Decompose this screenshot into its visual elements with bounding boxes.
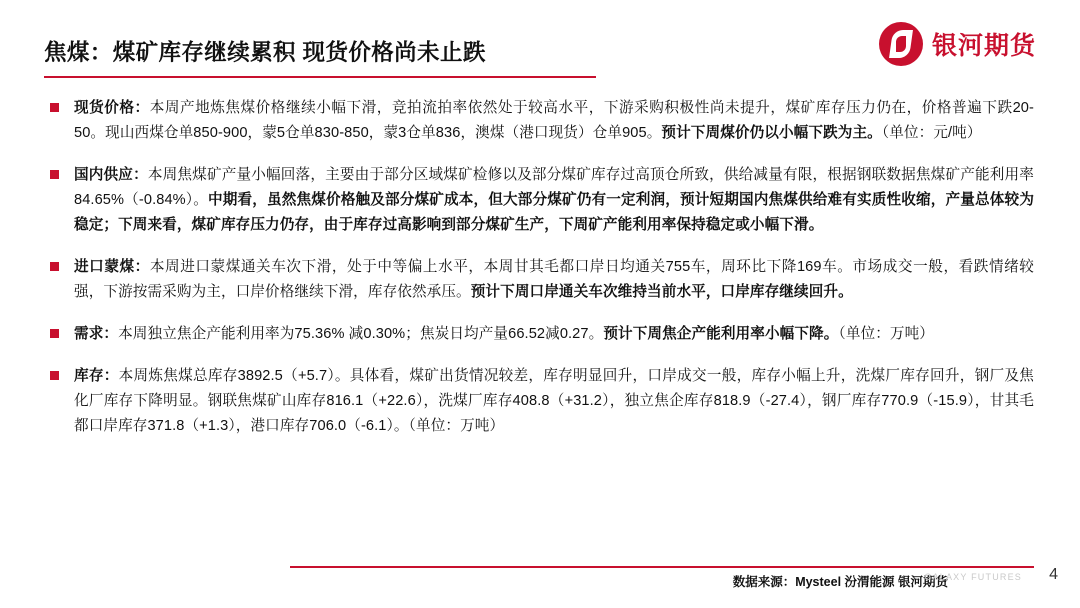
title-underline (44, 76, 596, 78)
title-bar (44, 38, 664, 78)
bullet-square-icon (50, 103, 59, 112)
bullet-block (44, 163, 1034, 238)
bullet-block (44, 364, 1034, 439)
footer-divider (290, 566, 1034, 568)
slide-header (0, 0, 1080, 88)
paragraph (74, 364, 1034, 439)
paragraph-run: （单位：万吨） (838, 326, 934, 342)
section-label: 需求： (74, 326, 119, 342)
paragraph (74, 255, 1034, 305)
bullet-block (44, 255, 1034, 305)
galaxy-futures-logo-icon (879, 22, 923, 66)
paragraph (74, 163, 1034, 238)
bullet-square-icon (50, 170, 59, 179)
slide-body (44, 96, 1034, 456)
bullet-square-icon (50, 262, 59, 271)
paragraph-run: 本周产地炼焦煤价格继续小幅下滑，竞拍流拍率依然处于较高水平，下游采购积极性尚未提升，煤矿库存压力仍在，价格普遍下跌20-50。现山西煤仓单850-900，蒙5仓单830-850，蒙3仓单836，澳煤（港口现货）仓单905。 (74, 100, 1034, 141)
paragraph-run: 本周独立焦企产能利用率为75.36% 减0.30%；焦炭日均产量66.52减0.27。 (118, 326, 604, 342)
section-label: 库存： (74, 368, 119, 384)
paragraph (74, 322, 1034, 347)
paragraph-run: 预计下周煤价仍以小幅下跌为主。 (661, 125, 882, 141)
brand-name: 银河期货 (931, 32, 1036, 60)
paragraph-run: 本周焦煤矿产量小幅回落，主要由于部分区域煤矿检修以及部分煤矿库存过高顶仓所致，供给减量有限，根据钢联数据焦煤矿产能利用率84.65%（-0.84%）。 (74, 167, 1034, 208)
paragraph-run: 本周炼焦煤总库存3892.5（+5.7）。具体看，煤矿出货情况较差，库存明显回升，口岸成交一般，库存小幅上升，洗煤厂库存回升，钢厂及焦化厂库存下降明显。钢联焦煤矿山库存816.1（+22.6），洗煤厂库存408.8（+31.2），独立焦企库存818.9（-27.4），钢厂库存770.9（-15.9），甘其毛都口岸库存371.8（+1.3），港口库存706.0（-6.1）。（单位：万吨） (74, 368, 1034, 434)
paragraph-run: 中期看，虽然焦煤价格触及部分煤矿成本，但大部分煤矿仍有一定利润，预计短期国内焦煤供给难有实质性收缩，产量总体较为稳定；下周来看，煤矿库存压力仍存，由于库存过高影响到部分煤矿生产，下周矿产能利用率保持稳定或小幅下滑。 (74, 192, 1035, 233)
page-number: 4 (1049, 566, 1058, 583)
page-title: 焦煤：煤矿库存继续累积 现货价格尚未止跌 (44, 40, 486, 65)
paragraph-run: 预计下周口岸通关车次维持当前水平，口岸库存继续回升。 (470, 284, 853, 300)
watermark-text: GALAXY FUTURES (924, 572, 1022, 582)
bullet-block (44, 96, 1034, 146)
bullet-square-icon (50, 329, 59, 338)
bullet-block (44, 322, 1034, 347)
brand-logo (879, 22, 1036, 66)
section-label: 进口蒙煤： (74, 259, 150, 275)
data-source-note: 数据来源：Mysteel 汾渭能源 银河期货 (732, 575, 948, 589)
paragraph-run: 本周进口蒙煤通关车次下滑，处于中等偏上水平，本周甘其毛都口岸日均通关755车，周环比下降169车。市场成交一般，看跌情绪较强，下游按需采购为主，口岸价格继续下滑，库存依然承压。 (74, 259, 1034, 300)
paragraph-run: 预计下周焦企产能利用率小幅下降。 (603, 326, 839, 342)
paragraph-run: （单位：元/吨） (881, 125, 982, 141)
section-label: 国内供应： (74, 167, 148, 183)
section-label: 现货价格： (74, 100, 150, 116)
paragraph (74, 96, 1034, 146)
bullet-square-icon (50, 371, 59, 380)
